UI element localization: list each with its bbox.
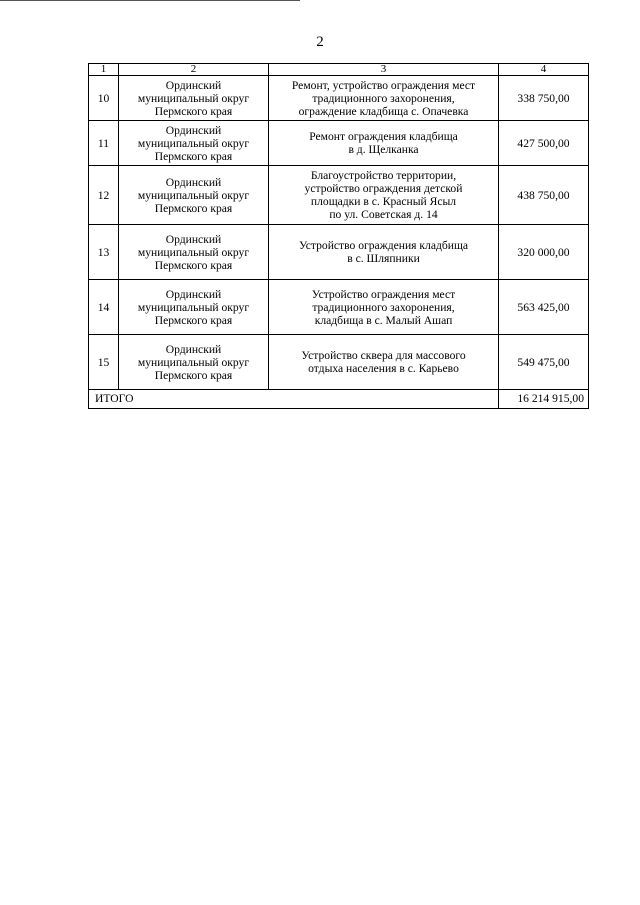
- table-row: [89, 76, 589, 121]
- scan-edge-line: [0, 0, 300, 1]
- municipality-cell: Ординский муниципальный округ Пермского края: [119, 166, 269, 225]
- municipality-cell: Ординский муниципальный округ Пермского края: [119, 225, 269, 280]
- project-cell: Устройство ограждения кладбища в с. Шляпники: [269, 225, 499, 280]
- total-label: ИТОГО: [89, 390, 499, 409]
- table-row: [89, 121, 589, 166]
- amount-cell: 563 425,00: [499, 280, 589, 335]
- project-cell: Устройство сквера для массового отдыха населения в с. Карьево: [269, 335, 499, 390]
- table-row: [89, 225, 589, 280]
- row-number: 11: [89, 121, 119, 166]
- amount-cell: 549 475,00: [499, 335, 589, 390]
- project-cell: Ремонт, устройство ограждения мест традиционного захоронения, ограждение кладбища с. Опачевка: [269, 76, 499, 121]
- row-number: 14: [89, 280, 119, 335]
- table-header-row: [89, 64, 589, 76]
- row-number: 12: [89, 166, 119, 225]
- municipality-cell: Ординский муниципальный округ Пермского края: [119, 121, 269, 166]
- amount-cell: 427 500,00: [499, 121, 589, 166]
- column-header: 2: [119, 64, 269, 76]
- row-number: 10: [89, 76, 119, 121]
- column-header: 4: [499, 64, 589, 76]
- allocation-table: [88, 63, 589, 409]
- amount-cell: 438 750,00: [499, 166, 589, 225]
- municipality-cell: Ординский муниципальный округ Пермского края: [119, 280, 269, 335]
- municipality-cell: Ординский муниципальный округ Пермского края: [119, 76, 269, 121]
- page-number: 2: [316, 34, 324, 50]
- row-number: 13: [89, 225, 119, 280]
- project-cell: Ремонт ограждения кладбища в д. Щелканка: [269, 121, 499, 166]
- total-row: [89, 390, 589, 409]
- amount-cell: 320 000,00: [499, 225, 589, 280]
- project-cell: Благоустройство территории, устройство ограждения детской площадки в с. Красный Ясыл по ул. Советская д. 14: [269, 166, 499, 225]
- column-header: 3: [269, 64, 499, 76]
- total-amount: 16 214 915,00: [499, 390, 589, 409]
- table-row: [89, 335, 589, 390]
- table-row: [89, 280, 589, 335]
- row-number: 15: [89, 335, 119, 390]
- column-header: 1: [89, 64, 119, 76]
- project-cell: Устройство ограждения мест традиционного захоронения, кладбища в с. Малый Ашап: [269, 280, 499, 335]
- amount-cell: 338 750,00: [499, 76, 589, 121]
- table-row: [89, 166, 589, 225]
- municipality-cell: Ординский муниципальный округ Пермского края: [119, 335, 269, 390]
